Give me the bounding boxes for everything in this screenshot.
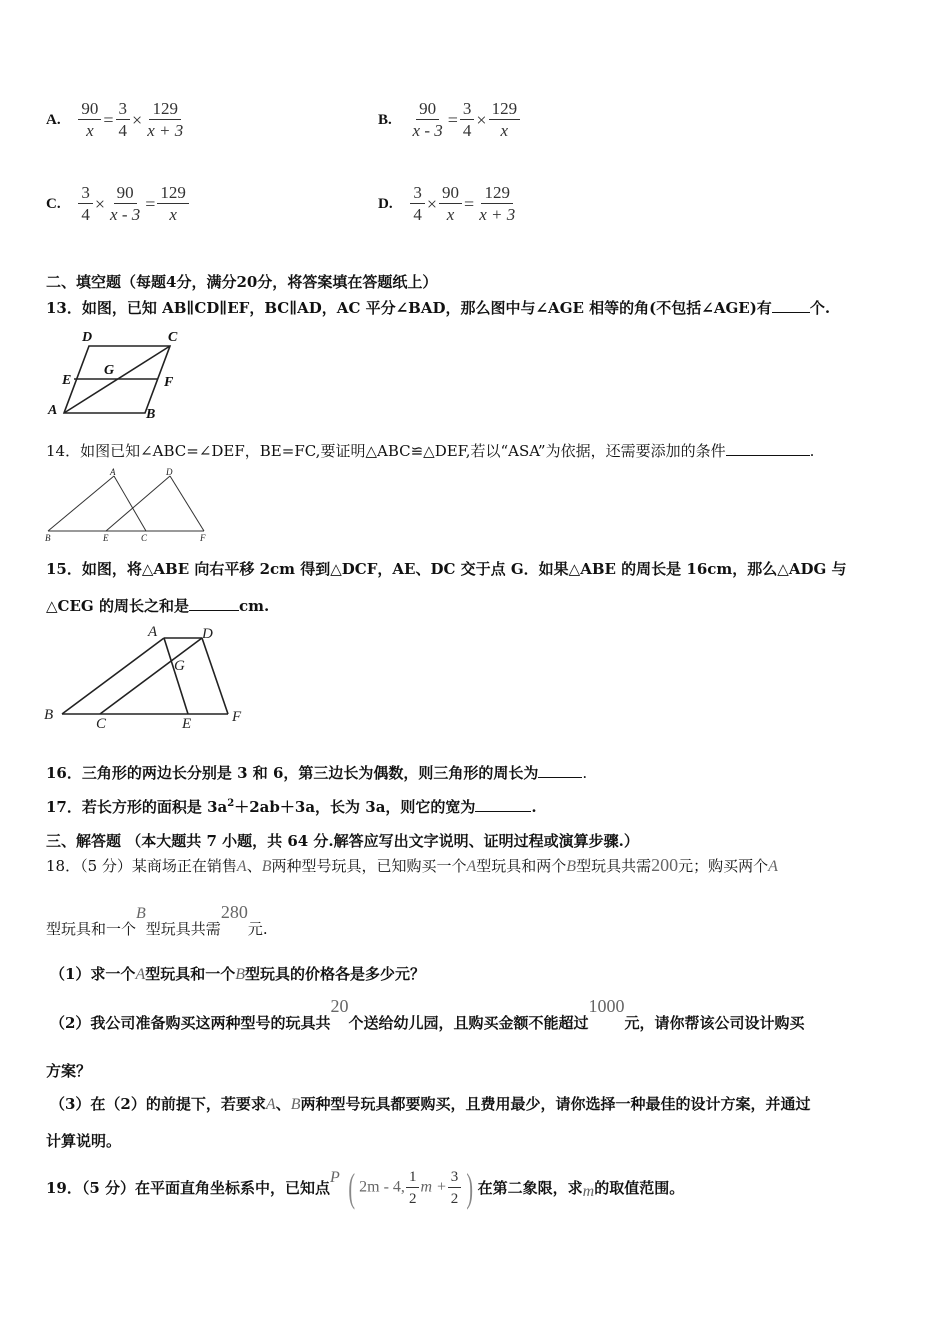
fraction: $\frac{90}{x - 3}$ (110, 183, 141, 224)
question-15-line-2 (46, 595, 269, 616)
point-label: A (48, 403, 58, 418)
right-paren: ) (466, 1165, 474, 1210)
point-label: D (82, 330, 93, 345)
question-text: △CEG 的周长之和是 (46, 597, 189, 615)
var-a: A (466, 858, 477, 875)
question-suffix: . (809, 442, 815, 460)
question-18-part-2-cont: 方案？ (46, 1062, 92, 1080)
question-text: 13．如图，已知 AB∥CD∥EF，BC∥AD，AC 平分∠BAD，那么图中与∠AGE 相等的角(不包括∠AGE)有 (46, 299, 772, 317)
times-sign: × (94, 193, 106, 214)
question-19 (46, 1164, 684, 1211)
text: 型玩具共需 (145, 920, 221, 938)
var-a: A (236, 858, 247, 875)
option-label: D. (378, 195, 393, 212)
section-3-title: 三、解答题 （本大题共 7 小题，共 64 分.解答应写出文字说明、证明过程或演算步骤.） (46, 832, 639, 850)
text: 在第二象限，求 (477, 1179, 583, 1197)
text: 19．（5 分）在平面直角坐标系中，已知点 (46, 1179, 331, 1197)
number: 280 (220, 902, 248, 922)
option-label: B. (378, 111, 392, 128)
fraction: $\frac{3}{2}$ (448, 1168, 462, 1208)
var-b: B (235, 966, 246, 983)
text: 型玩具共需 (576, 857, 652, 875)
left-paren: ( (348, 1165, 355, 1210)
segment-df (170, 476, 204, 531)
point-label: E (103, 533, 109, 543)
times-sign: × (132, 109, 143, 130)
text: 两种型号玩具都要购买，且费用最少，请你选择一种最佳的设计方案，并通过 (300, 1095, 811, 1113)
question-text: 17．若长方形的面积是 3a (46, 798, 228, 816)
point-label: D (166, 467, 173, 477)
question-suffix: cm. (238, 597, 270, 615)
question-18-part-1 (50, 963, 425, 984)
text: 元，请你帮该公司设计购买 (624, 1014, 805, 1032)
text: （2）我公司准备购买这两种型号的玩具共 (50, 1014, 331, 1032)
fraction: $\frac{90}{x}$ (439, 184, 462, 224)
segment-ab (48, 476, 114, 531)
point-label: G (104, 363, 115, 378)
equals-sign: = (464, 193, 475, 214)
question-text: ＋2ab＋3a，长为 3a，则它的宽为 (234, 798, 476, 816)
fraction: $\frac{129}{x}$ (489, 100, 521, 140)
question-text: 16．三角形的两边长分别是 3 和 6，第三边长为偶数，则三角形的周长为 (46, 764, 539, 782)
var-a: A (265, 1096, 276, 1113)
times-sign: × (426, 193, 438, 214)
question-suffix: . (582, 764, 588, 782)
fraction: $\frac{1}{2}$ (406, 1168, 420, 1208)
answer-blank[interactable] (189, 610, 239, 611)
fraction: $\frac{129}{x + 3}$ (147, 99, 184, 140)
answer-blank[interactable] (772, 312, 810, 313)
fraction: $\frac{3}{4}$ (78, 184, 93, 224)
point-label: F (232, 709, 242, 725)
fraction: $\frac{3}{4}$ (410, 184, 425, 224)
fraction: $\frac{129}{x + 3}$ (479, 183, 516, 224)
option-d[interactable] (378, 184, 519, 224)
point-label: D (202, 626, 213, 642)
option-label: C. (46, 195, 61, 212)
question-18-part-3 (50, 1093, 810, 1114)
fraction: $\frac{90}{x - 3}$ (412, 99, 443, 140)
text: 型玩具的价格各是多少元？ (245, 965, 426, 983)
option-label: A. (46, 111, 61, 128)
segment-df (202, 638, 228, 714)
number: 20 (330, 996, 349, 1016)
question-18-line-2 (46, 902, 268, 938)
var-m: m (582, 1182, 595, 1200)
point-p: P (330, 1168, 340, 1186)
point-label: E (182, 716, 192, 730)
point-label: C (141, 533, 148, 543)
fraction: $\frac{3}{4}$ (460, 100, 475, 140)
question-16 (46, 762, 587, 783)
times-sign: × (476, 109, 487, 130)
option-a[interactable] (46, 100, 187, 140)
question-13 (46, 297, 830, 318)
coordinate-x: 2m - 4, (359, 1178, 405, 1196)
segment-ae (164, 638, 188, 714)
question-15-line-1: 15．如图，将△ABE 向右平移 2cm 得到△DCF，AE、DC 交于点 G．如果△ABE 的周长是 16cm，那么△ADG 与 (46, 560, 847, 578)
question-18-line-1 (46, 855, 778, 876)
coordinate-y: m + (420, 1178, 447, 1196)
segment-dc (100, 638, 202, 714)
text: 型玩具和一个 (46, 920, 137, 938)
answer-blank[interactable] (475, 811, 531, 812)
var-a: A (768, 858, 778, 875)
fraction: $\frac{129}{x}$ (157, 184, 189, 224)
text: 18．（5 分）某商场正在销售 (46, 857, 237, 875)
equals-sign: = (447, 109, 458, 130)
exponent: 2 (227, 798, 235, 809)
q15-figure (42, 620, 250, 730)
q14-figure (42, 466, 214, 544)
equals-sign: = (103, 109, 114, 130)
option-c[interactable] (46, 184, 190, 224)
text: （1）求一个 (50, 965, 136, 983)
question-suffix: 个. (809, 299, 831, 317)
point-label: F (200, 533, 206, 543)
point-label: A (110, 467, 116, 477)
question-14 (46, 440, 814, 461)
point-label: E (62, 373, 72, 388)
fraction: $\frac{90}{x}$ (78, 100, 101, 140)
text: 的取值范围。 (594, 1179, 685, 1197)
answer-blank[interactable] (726, 455, 810, 456)
question-17 (46, 796, 537, 817)
var-a: A (135, 966, 146, 983)
question-18-part-2 (50, 996, 805, 1032)
point-label: C (168, 330, 178, 345)
text: 元；购买两个 (678, 857, 769, 875)
text: （3）在（2）的前提下，若要求 (50, 1095, 266, 1113)
text: 、 (275, 1095, 291, 1113)
number: 200 (651, 855, 679, 875)
section-2-title: 二、填空题（每题4分，满分20分，将答案填在答题纸上） (46, 273, 438, 291)
number: 1000 (588, 996, 625, 1016)
fraction: $\frac{3}{4}$ (116, 100, 131, 140)
point-label: F (164, 375, 174, 390)
point-label: G (174, 658, 185, 674)
var-b: B (136, 905, 146, 922)
segment-ed (106, 476, 170, 531)
var-b: B (290, 1096, 301, 1113)
question-text: 14．如图已知∠ABC=∠DEF，BE=FC,要证明△ABC≌△DEF,若以“ASA”为依据，还需要添加的条件 (46, 442, 726, 460)
var-b: B (261, 858, 272, 875)
segment-ac (114, 476, 146, 531)
point-label: B (44, 707, 54, 723)
text: 元. (247, 920, 268, 938)
text: 型玩具和一个 (145, 965, 236, 983)
text: 型玩具和两个 (476, 857, 567, 875)
point-label: B (45, 533, 51, 543)
var-b: B (566, 858, 577, 875)
question-suffix: . (531, 798, 537, 816)
text: 个送给幼儿园，且购买金额不能超过 (348, 1014, 589, 1032)
point-label: B (146, 407, 156, 422)
question-18-part-3-cont: 计算说明。 (46, 1132, 122, 1150)
q13-figure (44, 326, 194, 422)
point-label: A (148, 624, 158, 640)
equals-sign: = (145, 193, 156, 214)
text: 两种型号玩具，已知购买一个 (271, 857, 467, 875)
segment-ab (62, 638, 164, 714)
option-b[interactable] (378, 100, 521, 140)
text: 、 (246, 857, 262, 875)
answer-blank[interactable] (538, 777, 582, 778)
point-label: C (96, 716, 107, 730)
